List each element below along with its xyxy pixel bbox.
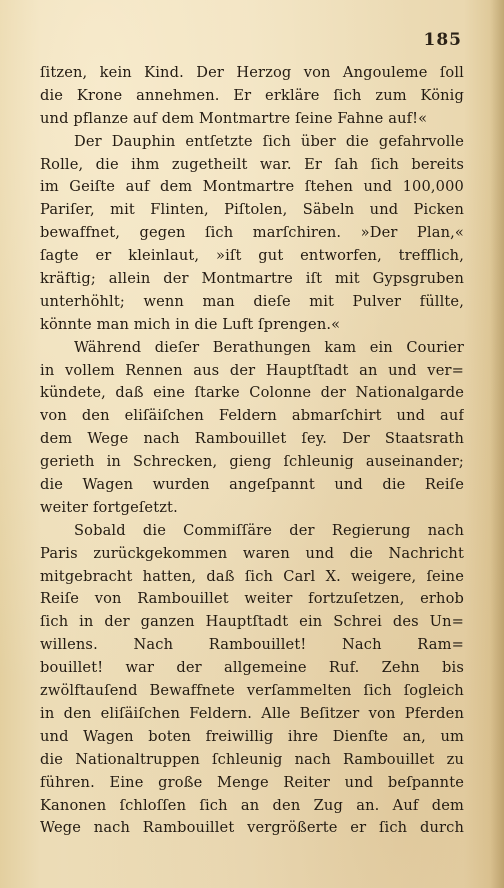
text-line: im Geiſte auf dem Montmartre ſtehen und 100,000: [40, 178, 464, 196]
text-line: willens. Nach Rambouillet! Nach Ram=: [40, 636, 464, 654]
text-line: die Wagen wurden angeſpannt und die Reiſe: [40, 476, 464, 494]
text-line: weiter fortgeſetzt.: [40, 498, 178, 516]
text-line: Kanonen ſchloſſen ſich an den Zug an. Auf dem: [40, 796, 464, 814]
text-line: in den eliſäiſchen Feldern. Alle Beſitzer von Pferden: [40, 704, 464, 722]
text-line: führen. Eine große Menge Reiter und beſpannte: [40, 773, 464, 791]
text-line: könnte man mich in die Luft ſprengen.«: [40, 315, 341, 333]
text-line: Reiſe von Rambouillet weiter fortzuſetzen, erhob: [40, 590, 464, 608]
text-line: dem Wege nach Rambouillet ſey. Der Staatsrath: [40, 430, 464, 448]
page-number: 185: [423, 30, 462, 50]
text-line: Pariſer, mit Flinten, Piſtolen, Säbeln und Picken: [40, 201, 464, 219]
text-line: ſagte er kleinlaut, »iſt gut entworfen, trefflich,: [40, 247, 464, 265]
text-line: zwölftauſend Bewaffnete verſammelten ſich ſogleich: [40, 682, 464, 700]
text-line: ſitzen, kein Kind. Der Herzog von Angouleme ſoll: [40, 64, 464, 81]
text-line: in vollem Rennen aus der Hauptſtadt an und ver=: [40, 361, 464, 379]
text-line: die Nationaltruppen ſchleunig nach Rambouillet zu: [40, 750, 464, 768]
body-text: [40, 62, 464, 840]
text-line: Der Dauphin entſetzte ſich über die gefahrvolle: [74, 132, 464, 150]
text-line: Während dieſer Berathungen kam ein Courier: [74, 338, 464, 356]
text-line: die Krone annehmen. Er erkläre ſich zum König: [40, 86, 464, 104]
text-line: unterhöhlt; wenn man dieſe mit Pulver füllte,: [40, 292, 464, 310]
text-line: kräftig; allein der Montmartre iſt mit Gypsgruben: [40, 270, 464, 288]
text-line: bouillet! war der allgemeine Ruf. Zehn bis: [40, 659, 464, 677]
text-line: bewaffnet, gegen ſich marſchiren. »Der Plan,«: [40, 224, 464, 242]
text-line: gerieth in Schrecken, gieng ſchleunig auseinander;: [40, 453, 464, 471]
text-line: Paris zurückgekommen waren und die Nachricht: [40, 544, 464, 562]
text-line: und Wagen boten freiwillig ihre Dienſte an, um: [40, 727, 464, 745]
text-line: Wege nach Rambouillet vergrößerte er ſich durch: [40, 819, 464, 837]
text-line: ſich in der ganzen Hauptſtadt ein Schrei des Un=: [40, 613, 464, 631]
text-line: Sobald die Commiſſäre der Regierung nach: [74, 521, 464, 539]
page-edge-shadow: [490, 0, 504, 888]
text-line: Rolle, die ihm zugetheilt war. Er ſah ſich bereits: [40, 155, 464, 173]
text-line: von den eliſäiſchen Feldern abmarſchirt und auf: [40, 407, 464, 425]
text-line: kündete, daß eine ſtarke Colonne der Nationalgarde: [40, 384, 464, 402]
text-line: und pflanze auf dem Montmartre ſeine Fahne auf!«: [40, 109, 428, 127]
text-line: mitgebracht hatten, daß ſich Carl X. weigere, ſeine: [40, 567, 464, 585]
